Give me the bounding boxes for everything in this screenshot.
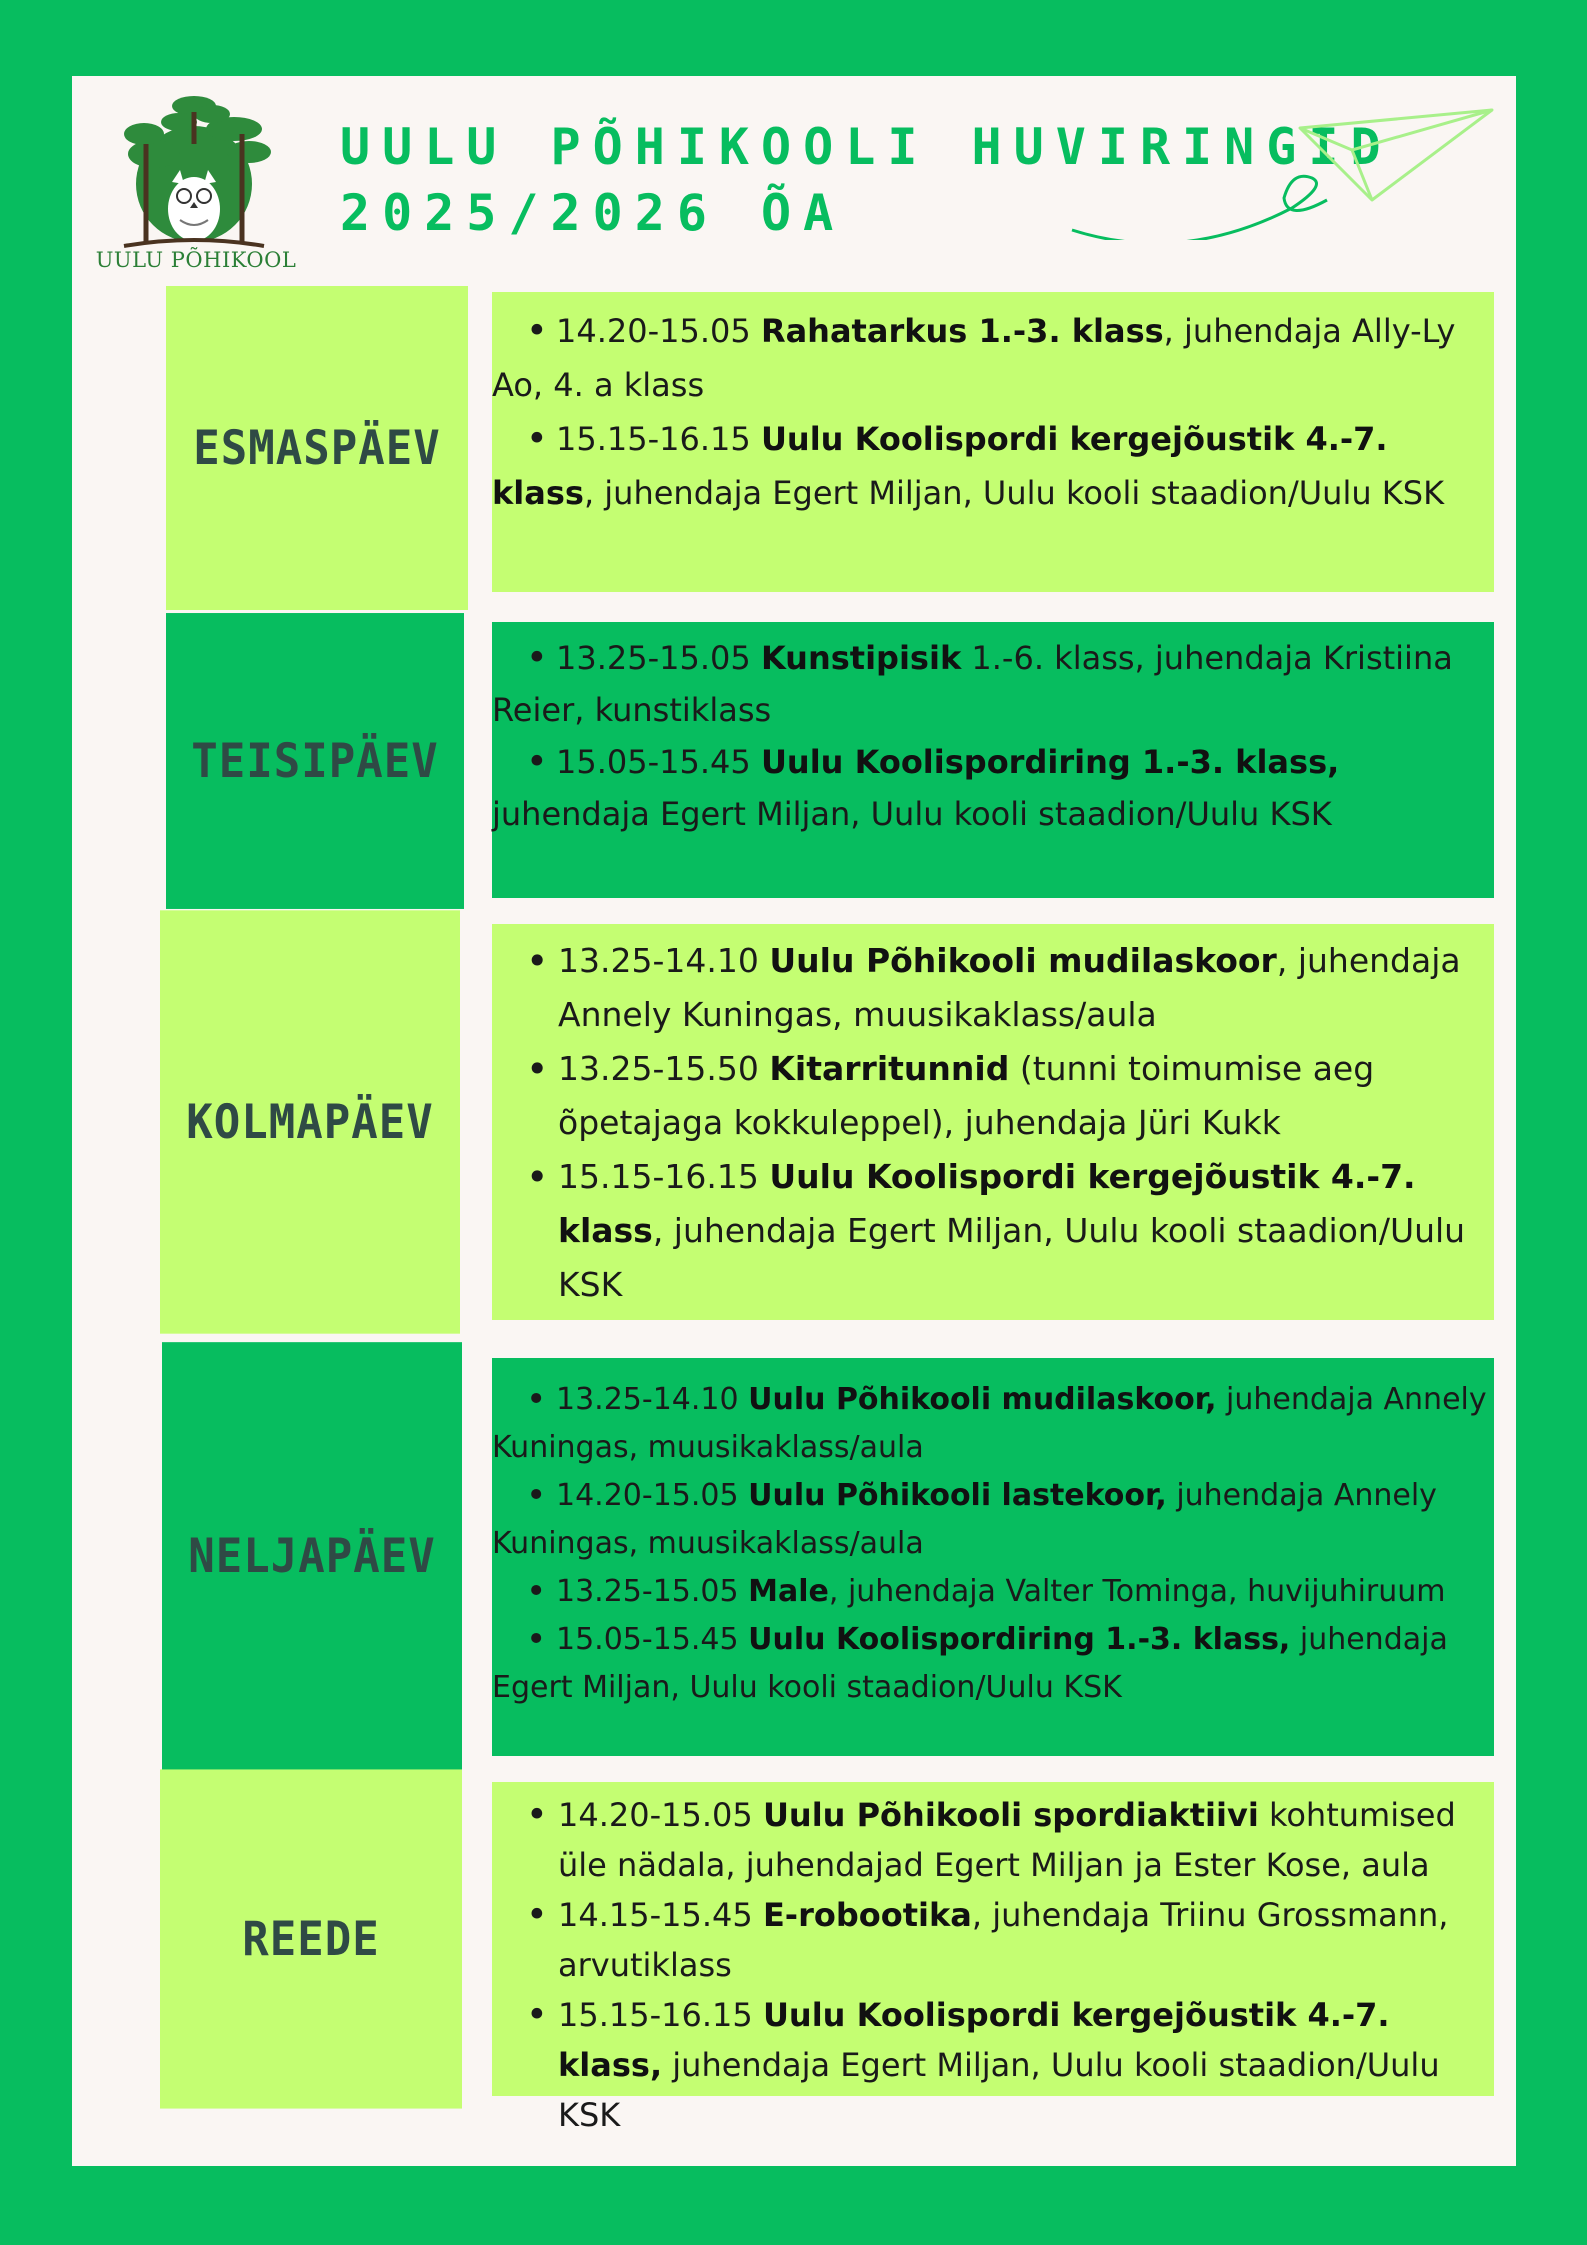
activity-time: 14.20-15.05 [556,312,751,350]
title-line-2: 2025/2026 ÕA [340,184,846,242]
activity-teacher: juhendaja Jüri Kukk [954,1103,1281,1142]
list-item [492,1890,1494,1990]
activity-time: 13.25-15.05 [556,1574,739,1609]
activity-title: Uulu Koolispordi kergejõustik 4.-7. klass [558,1157,1416,1250]
list-item [492,934,1494,1042]
day-name: KOLMAPÄEV [186,1094,434,1150]
logo-text: UULU PÕHIKOOL [95,248,297,272]
activity-title: Uulu Põhikooli mudilaskoor, [748,1382,1217,1417]
day-name: NELJAPÄEV [188,1528,436,1584]
activity-title: Rahatarkus 1.-3. klass [760,312,1164,350]
activity-details: , juhendaja Valter Tominga, huvijuhiruum [828,1574,1446,1609]
activity-details: kohtumised üle nädala, juhendajad Egert Miljan ja Ester Kose, aula [558,1796,1456,1884]
day-label-tuesday [166,613,464,909]
day-label-friday [160,1769,462,2108]
activity-title: Uulu Põhikooli mudilaskoor [769,941,1277,980]
list-item [492,1472,1494,1568]
list-item [492,1042,1494,1150]
activity-time: 14.20-15.05 [558,1796,753,1834]
activity-time: 14.20-15.05 [556,1478,739,1513]
list-item [492,1616,1494,1712]
activity-time: 15.05-15.45 [556,743,751,781]
activity-title: E-robootika [762,1896,972,1934]
day-activities-friday [492,1782,1494,2134]
activity-title: Uulu Koolispordiring 1.-3. klass, [748,1622,1291,1657]
activity-details: juhendaja Egert Miljan, Uulu kooli staadion/Uulu KSK [492,795,1332,833]
list-item [492,412,1494,520]
activity-details: 1.-6. klass, juhendaja Kristiina Reier, kunstiklass [492,639,1453,729]
activity-details: , juhendaja Annely Kuningas, muusikaklass/aula [558,941,1461,1034]
activity-time: 15.05-15.45 [556,1622,739,1657]
title-line-1: UULU PÕHIKOOLI HUVIRINGID [340,118,1393,176]
activity-title: Uulu Koolispordiring 1.-3. klass, [760,743,1340,781]
activity-details: juhendaja Annely Kuningas, muusikaklass/aula [492,1478,1437,1561]
list-item [492,1150,1494,1312]
activity-title: Male [748,1574,829,1609]
day-label-monday [166,286,468,610]
activity-title: Kunstipisik [760,639,962,677]
activity-details: juhendaja Egert Miljan, Uulu kooli staadion/Uulu KSK [492,1622,1448,1705]
list-item [492,632,1494,736]
list-item [492,1990,1494,2140]
activity-time: 15.15-16.15 [556,420,751,458]
activity-details: , juhendaja Ally-Ly Ao, 4. a klass [492,312,1456,404]
activity-details: , juhendaja Egert Miljan, Uulu kooli staadion/Uulu KSK [583,474,1445,512]
day-activities-thursday [492,1358,1494,1756]
activity-details: , juhendaja Triinu Grossmann, arvutiklass [558,1896,1449,1984]
paper-plane-icon [1062,90,1502,240]
activity-details: (tunni toimumise aeg õpetajaga kokkuleppel), [558,1049,1375,1142]
activity-time: 13.25-14.10 [556,1382,739,1417]
day-name: TEISIPÄEV [191,733,439,789]
day-label-thursday [162,1342,462,1770]
day-activities-tuesday [492,622,1494,898]
activity-time: 15.15-16.15 [558,1996,753,2034]
day-name: REEDE [242,1911,380,1967]
list-item [492,1376,1494,1472]
day-activities-wednesday [492,924,1494,1320]
day-name: ESMASPÄEV [193,420,441,476]
activity-title: Uulu Koolispordi kergejõustik 4.-7. klass [492,420,1388,512]
activity-time: 14.15-15.45 [558,1896,753,1934]
activity-details: , juhendaja Egert Miljan, Uulu kooli staadion/Uulu KSK [558,1211,1466,1304]
list-item [492,1790,1494,1890]
activity-time: 15.15-16.15 [558,1157,759,1196]
day-activities-monday [492,292,1494,592]
activity-details: juhendaja Egert Miljan, Uulu kooli staadion/Uulu KSK [558,2046,1440,2134]
list-item [492,736,1494,840]
list-item [492,1568,1494,1616]
activity-title: Uulu Põhikooli spordiaktiivi [762,1796,1259,1834]
activity-title: Uulu Koolispordi kergejõustik 4.-7. klass, [558,1996,1390,2084]
day-label-wednesday [160,910,460,1333]
activity-details: juhendaja Annely Kuningas, muusikaklass/aula [492,1382,1487,1465]
activity-title: Kitarritunnid [769,1049,1010,1088]
list-item [492,304,1494,412]
activity-time: 13.25-14.10 [558,941,759,980]
activity-title: Uulu Põhikooli lastekoor, [748,1478,1167,1513]
activity-time: 13.25-15.05 [556,639,751,677]
activity-time: 13.25-15.50 [558,1049,759,1088]
